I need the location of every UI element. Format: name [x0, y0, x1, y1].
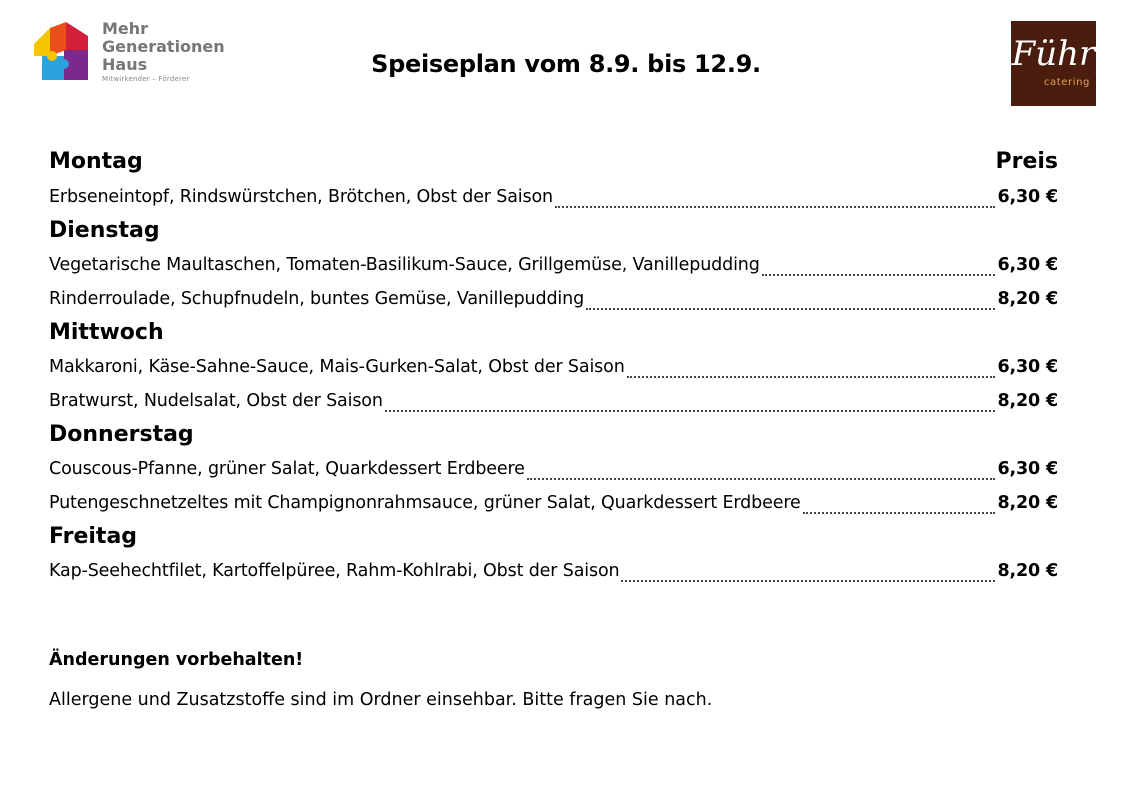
dot-leader — [527, 468, 996, 480]
footer-notes — [49, 646, 1049, 714]
logo-line-2: Generationen — [102, 37, 225, 56]
dish-name: Bratwurst, Nudelsalat, Obst der Saison — [49, 391, 383, 411]
price-column-header: Preis — [995, 149, 1058, 174]
menu-item — [49, 554, 1058, 588]
dish-name: Erbseneintopf, Rindswürstchen, Brötchen, Obst der Saison — [49, 187, 553, 207]
menu-item — [49, 384, 1058, 418]
changes-notice: Änderungen vorbehalten! — [49, 650, 304, 670]
dot-leader — [555, 196, 995, 208]
fuhr-logo-name: Führ — [1011, 34, 1096, 74]
dish-name: Couscous-Pfanne, grüner Salat, Quarkdessert Erdbeere — [49, 459, 525, 479]
fuhr-catering-logo — [1011, 21, 1096, 106]
dish-price: 6,30 € — [997, 459, 1058, 479]
day-heading-dienstag: Dienstag — [49, 218, 160, 243]
menu-item — [49, 452, 1058, 486]
dot-leader — [621, 570, 995, 582]
menu-item — [49, 282, 1058, 316]
logo-line-1: Mehr — [102, 19, 149, 38]
menu-item — [49, 180, 1058, 214]
dish-name: Kap-Seehechtfilet, Kartoffelpüree, Rahm-Kohlrabi, Obst der Saison — [49, 561, 620, 581]
menu-item — [49, 350, 1058, 384]
dot-leader — [627, 366, 996, 378]
dish-price: 8,20 € — [997, 493, 1058, 513]
dish-price: 6,30 € — [997, 187, 1058, 207]
dish-name: Rinderroulade, Schupfnudeln, buntes Gemüse, Vanillepudding — [49, 289, 585, 309]
menu-list — [49, 144, 1058, 588]
dish-name: Makkaroni, Käse-Sahne-Sauce, Mais-Gurken-Salat, Obst der Saison — [49, 357, 625, 377]
dish-name: Vegetarische Maultaschen, Tomaten-Basilikum-Sauce, Grillgemüse, Vanillepudding — [49, 255, 760, 275]
dish-price: 8,20 € — [997, 289, 1058, 309]
allergens-notice: Allergene und Zusatzstoffe sind im Ordner einsehbar. Bitte fragen Sie nach. — [49, 690, 713, 710]
menu-item — [49, 248, 1058, 282]
dish-name: Putengeschnetzeltes mit Champignonrahmsauce, grüner Salat, Quarkdessert Erdbeere — [49, 493, 801, 513]
fuhr-logo-sub: catering — [1043, 77, 1090, 88]
day-heading-mittwoch: Mittwoch — [49, 320, 164, 345]
dish-price: 8,20 € — [997, 561, 1058, 581]
menu-header-row — [49, 144, 1058, 180]
dish-price: 6,30 € — [997, 357, 1058, 377]
page-title: Speiseplan vom 8.9. bis 12.9. — [371, 50, 761, 78]
dot-leader — [586, 298, 995, 310]
dish-price: 6,30 € — [997, 255, 1058, 275]
day-heading-montag: Montag — [49, 149, 143, 174]
day-heading-freitag: Freitag — [49, 524, 138, 549]
dish-price: 8,20 € — [997, 391, 1058, 411]
dot-leader — [803, 502, 996, 514]
dot-leader — [385, 400, 996, 412]
day-heading-donnerstag: Donnerstag — [49, 422, 194, 447]
menu-item — [49, 486, 1058, 520]
logo-line-3: Haus — [102, 55, 148, 74]
dot-leader — [762, 264, 996, 276]
logo-tagline: Mitwirkender – Förderer — [102, 75, 190, 83]
